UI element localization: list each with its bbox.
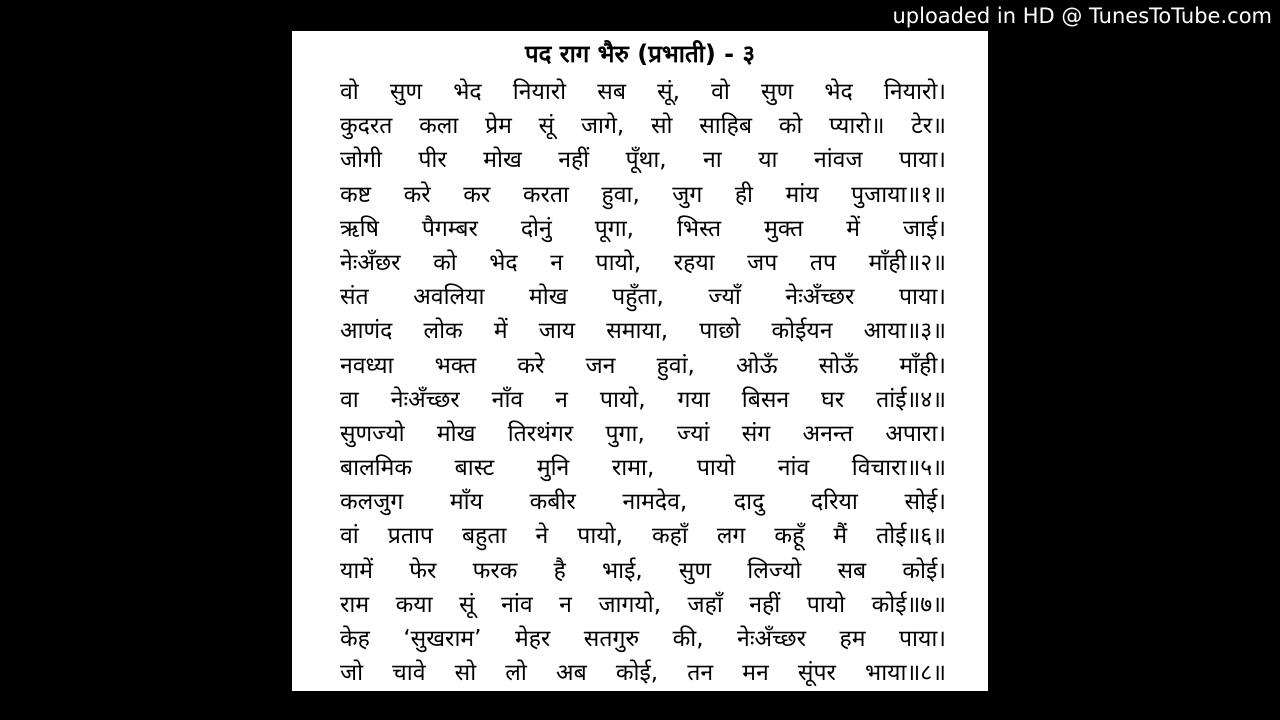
- verse-line: जोगी पीर मोख नहीं पूँथा, ना या नांवज पाया।: [340, 147, 946, 174]
- verse-line: कलजुग माँय कबीर नामदेव, दादु दरिया सोई।: [340, 489, 946, 516]
- verse-line: वां प्रताप बहुता ने पायो, कहाँ लग कहूँ मैं तोई॥६॥: [340, 523, 946, 550]
- verse-line: कष्ट करे कर करता हुवा, जुग ही मांय पुजाया॥१॥: [340, 181, 946, 208]
- verse-line: ऋषि पैगम्बर दोनुं पूगा, भिस्त मुक्त में जाई।: [340, 215, 946, 242]
- verse-line: संत अवलिया मोख पहुँता, ज्याँ नेःअँच्छर पाया।: [340, 284, 946, 311]
- verse-line: केह ‘सुखराम’ मेहर सतगुरु की, नेःअँच्छर हम पाया।: [340, 626, 946, 652]
- verse-line: नवध्या भक्त करे जन हुवां, ओऊँ सोऊँ माँही।: [340, 352, 946, 379]
- verse-list: [340, 75, 946, 690]
- verse-line: वो सुण भेद नियारो सब सूं, वो सुण भेद नियारो।: [340, 79, 946, 105]
- verse-line: बालमिक बास्ट मुनि रामा, पायो नांव विचारा॥५॥: [340, 455, 946, 482]
- verse-line: आणंद लोक में जाय समाया, पाछो कोईयन आया॥३॥: [340, 318, 946, 345]
- page-title: पद राग भैरु (प्रभाती) - ३: [525, 40, 755, 68]
- verse-line: यामें फेर फरक है भाई, सुण लिज्यो सब कोई।: [340, 557, 946, 584]
- lyrics-page: [292, 31, 988, 691]
- watermark-text: uploaded in HD @ TunesToTube.com: [892, 4, 1272, 28]
- verse-line: वा नेःअँच्छर नाँव न पायो, गया बिसन घर तांई॥४॥: [340, 386, 946, 413]
- verse-line: कुदरत कला प्रेम सूं जागे, सो साहिब को प्यारो॥ टेर॥: [340, 113, 946, 140]
- verse-line: जो चावे सो लो अब कोई, तन मन सूंपर भाया॥८॥: [340, 660, 946, 687]
- verse-line: राम कया सूं नांव न जागयो, जहाँ नहीं पायो कोई॥७॥: [340, 591, 946, 618]
- verse-line: नेःअँछर को भेद न पायो, रहया जप तप माँही॥२॥: [340, 249, 946, 276]
- verse-line: सुणज्यो मोख तिरथंगर पुगा, ज्यां संग अनन्त अपारा।: [340, 420, 946, 447]
